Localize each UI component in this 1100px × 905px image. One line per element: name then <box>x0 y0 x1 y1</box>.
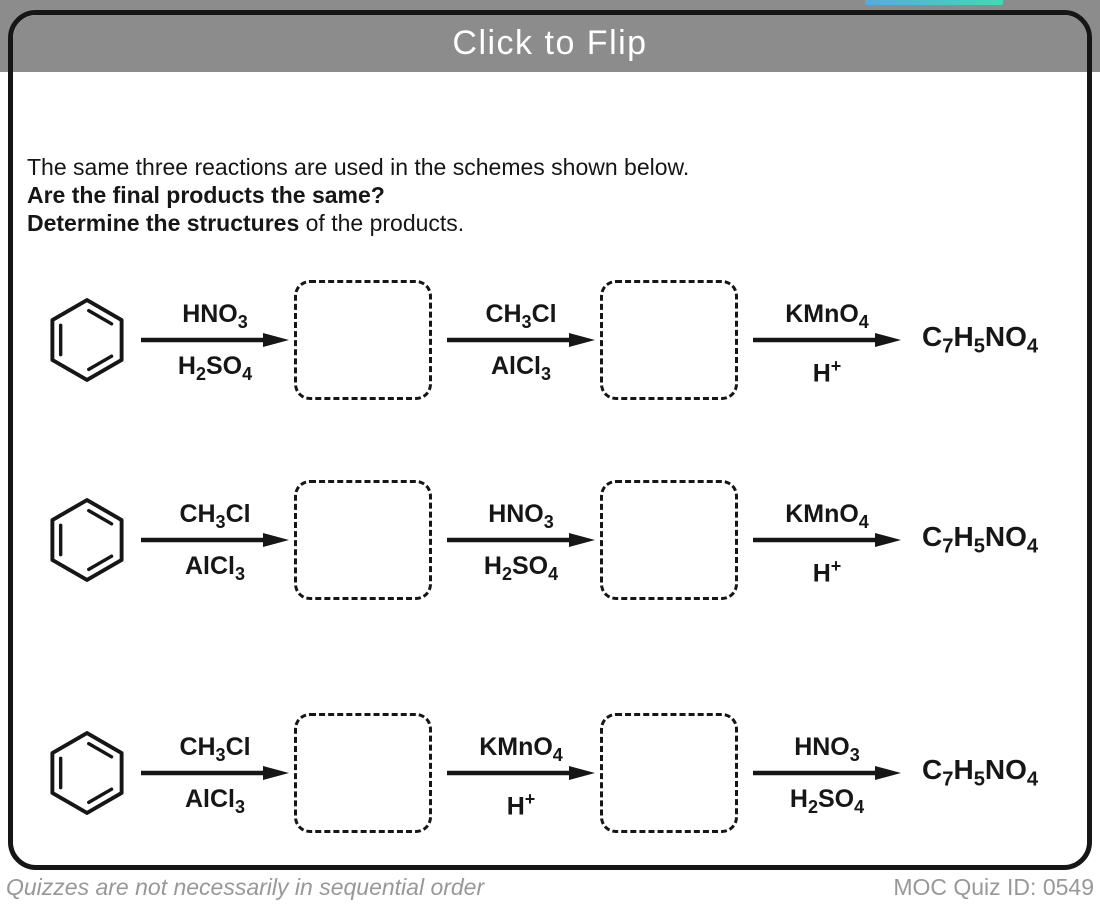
footer <box>0 874 1100 901</box>
final-product-formula: $C_7H_5NO_4$ <box>922 754 1039 791</box>
instructions-block <box>27 153 689 237</box>
intermediate-placeholder-box <box>294 480 432 600</box>
reaction-arrow-icon <box>141 331 289 349</box>
reaction-step <box>140 730 290 816</box>
quiz-id-label: MOC Quiz ID: 0549 <box>893 874 1094 900</box>
reaction-step <box>140 497 290 583</box>
reaction-arrow-icon <box>447 764 595 782</box>
final-product-formula: $C_7H_5NO_4$ <box>922 521 1039 558</box>
reagent-above: $CH_3Cl$ <box>179 500 251 532</box>
reaction-arrow-icon <box>141 531 289 549</box>
reagent-below: $H_2SO_4$ <box>789 785 865 817</box>
reaction-step <box>752 730 902 816</box>
intermediate-placeholder-box <box>600 713 738 833</box>
benzene-structure <box>48 496 126 584</box>
reaction-arrow-icon <box>753 531 901 549</box>
reagent-below: AlCl$_3$ <box>184 785 245 817</box>
flashcard[interactable] <box>8 10 1092 870</box>
reagent-below: AlCl$_3$ <box>490 352 551 384</box>
teal-accent-bar[interactable] <box>865 0 1003 5</box>
reagent-below: H+ <box>812 356 842 388</box>
reagent-above: $CH_3Cl$ <box>485 300 557 332</box>
flashcard-header[interactable] <box>13 15 1087 72</box>
reagent-above: $HNO_3$ <box>488 500 554 532</box>
reagent-above: KMnO$_4$ <box>785 300 869 332</box>
footer-note: Quizzes are not necessarily in sequential order <box>6 874 485 900</box>
reagent-above: KMnO$_4$ <box>785 500 869 532</box>
reaction-arrow-icon <box>753 764 901 782</box>
flip-card-title: Click to Flip <box>452 24 648 62</box>
reaction-step <box>140 297 290 383</box>
reagent-below: AlCl$_3$ <box>184 552 245 584</box>
reaction-step <box>446 497 596 583</box>
scheme-row-2 <box>48 473 1038 607</box>
benzene-structure <box>48 729 126 817</box>
intermediate-placeholder-box <box>600 480 738 600</box>
reaction-arrow-icon <box>447 331 595 349</box>
reagent-below: H+ <box>506 789 536 821</box>
scheme-row-3 <box>48 706 1038 840</box>
reagent-above: KMnO$_4$ <box>479 733 563 765</box>
final-product-formula: $C_7H_5NO_4$ <box>922 321 1039 358</box>
instruction-line-1: The same three reactions are used in the schemes shown below. <box>27 154 690 180</box>
reaction-step <box>752 497 902 588</box>
reagent-below: $H_2SO_4$ <box>177 352 253 384</box>
scheme-row-1 <box>48 273 1038 407</box>
reaction-step <box>446 730 596 821</box>
reagent-above: $HNO_3$ <box>182 300 248 332</box>
reagent-below: H+ <box>812 556 842 588</box>
intermediate-placeholder-box <box>600 280 738 400</box>
intermediate-placeholder-box <box>294 280 432 400</box>
reaction-arrow-icon <box>753 331 901 349</box>
reaction-arrow-icon <box>141 764 289 782</box>
reaction-step <box>752 297 902 388</box>
reagent-above: $HNO_3$ <box>794 733 860 765</box>
reaction-arrow-icon <box>447 531 595 549</box>
instruction-line-2: Are the final products the same? <box>27 182 385 208</box>
intermediate-placeholder-box <box>294 713 432 833</box>
reaction-step <box>446 297 596 383</box>
reagent-below: $H_2SO_4$ <box>483 552 559 584</box>
benzene-structure <box>48 296 126 384</box>
reagent-above: $CH_3Cl$ <box>179 733 251 765</box>
instruction-line-3: Determine the structures of the products. <box>27 210 465 236</box>
